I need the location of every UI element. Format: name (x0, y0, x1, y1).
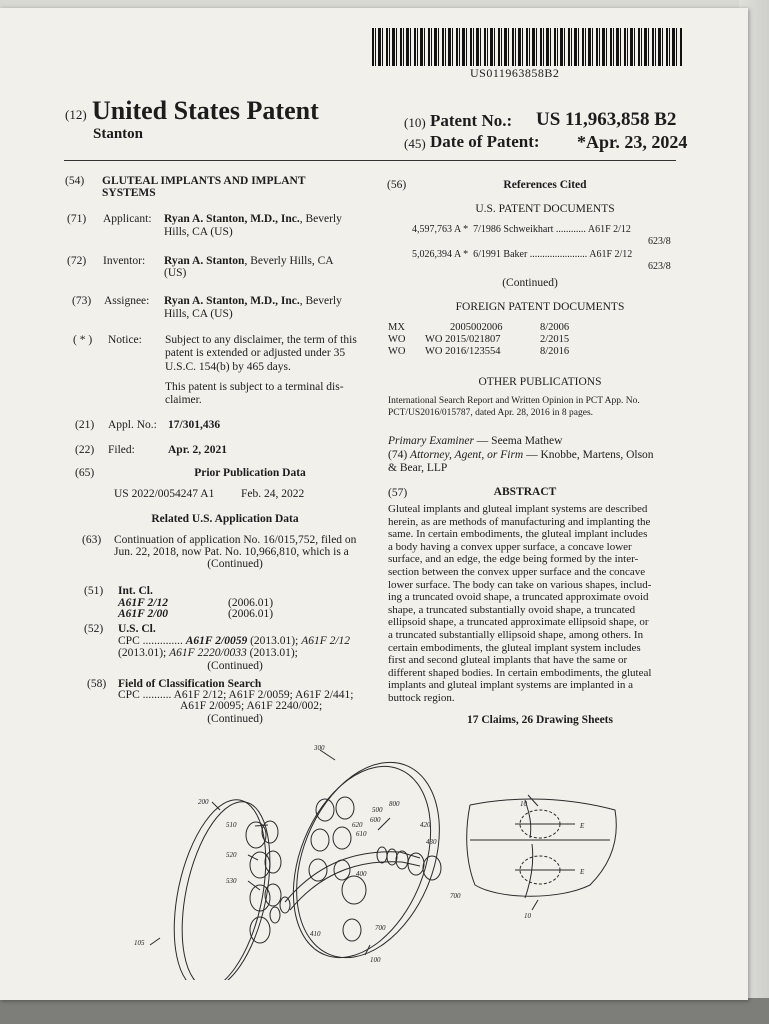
notice-line2: patent is extended or adjusted under 35 (165, 347, 346, 359)
label-800: 800 (389, 800, 400, 808)
filed-label: Filed: (108, 444, 135, 456)
abstract-heading: ABSTRACT (493, 486, 557, 498)
attorney-label: Attorney, Agent, or Firm (410, 449, 524, 461)
field-58-code: (58) (87, 678, 107, 690)
inventor-name: Ryan A. Stanton (164, 255, 245, 267)
notice-code: ( * ) (73, 334, 93, 346)
us-doc-name: Baker (503, 249, 528, 260)
label-500: 500 (372, 806, 383, 814)
abstract-line: same. In certain embodiments, the gluteal implant includes (388, 528, 648, 541)
field-search-line1: CPC .......... A61F 2/12; A61F 2/0059; A61F 2/441; (118, 689, 354, 701)
foreign-doc-number: 2005002006 (450, 322, 503, 333)
us-cl-date-c: (2013.01); (246, 647, 298, 659)
notice-line3: U.S.C. 154(b) by 465 days. (165, 361, 291, 373)
patent-date: *Apr. 23, 2024 (577, 132, 688, 152)
right-implant-plate-edge (267, 746, 457, 978)
label-410: 410 (310, 930, 321, 938)
prior-publication-date: Feb. 24, 2022 (241, 488, 305, 500)
notice-line4: This patent is subject to a terminal dis- (165, 381, 344, 393)
appl-no-label: Appl. No.: (108, 419, 157, 431)
us-doc-dots: ....................... (529, 249, 588, 260)
applicant-value-line2: Hills, CA (US) (164, 226, 233, 238)
related-data-heading: Related U.S. Application Data (151, 513, 299, 525)
primary-examiner (388, 434, 562, 448)
filed-value: Apr. 2, 2021 (168, 444, 227, 456)
us-cl-code-b: A61F 2/12 (301, 635, 351, 647)
field-71-code: (71) (67, 213, 87, 225)
abstract-line: Gluteal implants and gluteal implant systems are described (388, 503, 648, 515)
us-doc-date: 6/1991 (473, 249, 501, 260)
prior-publication-number: US 2022/0054247 A1 (114, 488, 215, 500)
field-search-label: Field of Classification Search (118, 678, 262, 690)
abstract-line: surface, and an edge, the edge being formed by the inter- (388, 553, 639, 566)
patent-number: US 11,963,858 B2 (536, 109, 677, 130)
inventor-value (164, 254, 334, 268)
int-cl-label: Int. Cl. (118, 585, 153, 597)
applicant-name: Ryan A. Stanton, M.D., Inc. (164, 213, 300, 225)
field-21-code: (21) (75, 419, 95, 431)
us-cl-date-a: (2013.01); (247, 635, 302, 647)
us-doc-row (412, 249, 632, 260)
abstract-line: different shaped bodies. In certain embodiments, the gluteal (388, 666, 652, 679)
continuation-line1: Continuation of application No. 16/015,752, filed on (114, 534, 357, 546)
label-700: 700 (450, 892, 461, 900)
int-cl-code-2: A61F 2/00 (118, 608, 168, 620)
field-63-code: (63) (82, 534, 102, 546)
label-620: 620 (352, 821, 363, 829)
us-cl-line2 (118, 646, 298, 660)
abstract-line: ellipsoid shape, a truncated approximate ellipsoid shape, or (388, 616, 649, 629)
other-publication-line2: PCT/US2016/015787, dated Apr. 28, 2016 in 8 pages. (388, 408, 594, 418)
us-doc-row (412, 224, 631, 235)
label-420: 420 (420, 821, 431, 829)
buttock-diagram (467, 795, 617, 910)
notice-label: Notice: (108, 334, 142, 346)
notice-line5: claimer. (165, 394, 202, 406)
foreign-doc-number: WO 2015/021807 (425, 334, 501, 345)
header-rule (64, 160, 676, 161)
examiner-label: Primary Examiner (388, 435, 474, 447)
inventor-surname: Stanton (93, 126, 144, 142)
label-100: 100 (370, 956, 381, 964)
attorney-name: — Knobbe, Martens, Olson (523, 449, 654, 461)
foreign-doc-country: MX (388, 322, 405, 333)
patent-no-code: (10) (404, 115, 426, 130)
us-cl-continued: (Continued) (207, 660, 263, 672)
abstract-line: ing a truncated ovoid shape, a truncated approximate ovoid (388, 591, 649, 604)
us-doc-class-sub: 623/8 (648, 236, 671, 247)
patent-drawing (120, 740, 680, 980)
int-cl-code-1: A61F 2/12 (118, 597, 168, 609)
foreign-doc-country: WO (388, 346, 406, 357)
us-doc-class: A61F 2/12 (589, 249, 633, 260)
barcode (372, 28, 682, 66)
other-publications-heading: OTHER PUBLICATIONS (478, 376, 602, 388)
applicant-label: Applicant: (103, 213, 152, 225)
notice-line1: Subject to any disclaimer, the term of this (165, 334, 357, 346)
label-105: 105 (134, 939, 145, 947)
prior-publication-heading: Prior Publication Data (194, 467, 306, 479)
continuation-continued: (Continued) (207, 558, 263, 570)
field-search-line2: A61F 2/0095; A61F 2240/002; (180, 700, 323, 712)
abstract-line: buttock region. (388, 691, 455, 704)
assignee-value (164, 294, 342, 308)
abstract-line: shape, a truncated substantially ovoid shape, a truncated (388, 603, 636, 616)
attorney-code: (74) (388, 449, 411, 461)
assignee-location: , Beverly (299, 295, 342, 307)
us-doc-class: A61F 2/12 (587, 224, 631, 235)
field-22-code: (22) (75, 444, 95, 456)
patent-no-label: Patent No.: (430, 111, 513, 130)
date-label: Date of Patent: (430, 132, 540, 151)
abstract-line: herein, as are methods of manufacturing and implanting the (388, 515, 651, 528)
assignee-label: Assignee: (104, 295, 150, 307)
foreign-doc-date: 8/2016 (540, 346, 570, 357)
label-E-bottom: E (580, 868, 585, 876)
document-title: United States Patent (92, 96, 319, 125)
label-10-top: 10 (520, 800, 527, 808)
attorney (388, 448, 654, 462)
us-doc-name: Schweikhart (503, 224, 554, 235)
field-54-code: (54) (65, 175, 85, 187)
label-10-bottom: 10 (524, 912, 531, 920)
us-doc-number: 5,026,394 A * (412, 249, 469, 260)
us-doc-dots: ............ (555, 224, 586, 235)
label-510: 510 (226, 821, 237, 829)
label-300: 300 (314, 744, 325, 752)
right-implant-plate (270, 741, 467, 979)
label-430: 430 (426, 838, 437, 846)
label-520: 520 (226, 851, 237, 859)
kind-code: (12) (65, 107, 87, 122)
foreign-docs-heading: FOREIGN PATENT DOCUMENTS (455, 301, 625, 313)
field-search-continued: (Continued) (207, 713, 263, 725)
foreign-doc-date: 8/2006 (540, 322, 570, 333)
applicant-value (164, 212, 342, 226)
us-doc-class-sub: 623/8 (648, 261, 671, 272)
claims-line: 17 Claims, 26 Drawing Sheets (467, 714, 613, 726)
abstract-line: a body having a convex upper surface, a concave lower (388, 540, 632, 553)
us-doc-date: 7/1986 (473, 224, 501, 235)
int-cl-date-1: (2006.01) (228, 597, 274, 609)
field-57-code: (57) (388, 487, 408, 499)
right-plate-connectors (309, 797, 366, 941)
us-docs-continued: (Continued) (502, 277, 558, 289)
field-56-code: (56) (387, 179, 407, 191)
attorney-line2: & Bear, LLP (388, 462, 448, 474)
abstract-line: certain embodiments, the gluteal implant system includes (388, 641, 641, 654)
other-publication-line1: International Search Report and Written Opinion in PCT App. No. (388, 396, 640, 406)
us-docs-heading: U.S. PATENT DOCUMENTS (475, 203, 615, 215)
field-51-code: (51) (84, 585, 104, 597)
inventor-value-line2: (US) (164, 267, 187, 279)
examiner-name: — Seema Mathew (473, 435, 563, 447)
abstract-line: section between the convex upper surface and the concave (388, 565, 646, 578)
field-73-code: (73) (72, 295, 92, 307)
abstract-line: implants and gluteal implant systems are implanted in a (388, 679, 634, 692)
us-cl-code-c: A61F 2220/0033 (169, 647, 247, 659)
invention-title-line2: SYSTEMS (102, 187, 156, 199)
abstract-line: a truncated substantially ellipsoid shape, among others. In (388, 628, 644, 641)
us-doc-number: 4,597,763 A * (412, 224, 469, 235)
left-plate-connectors (246, 821, 281, 943)
tube-rings (270, 847, 441, 923)
foreign-doc-country: WO (388, 334, 406, 345)
date-code: (45) (404, 136, 426, 151)
foreign-doc-number: WO 2016/123554 (425, 346, 501, 357)
us-cl-code-a: A61F 2/0059 (185, 635, 248, 647)
field-65-code: (65) (75, 467, 95, 479)
invention-title-line1: GLUTEAL IMPLANTS AND IMPLANT (102, 175, 306, 187)
field-72-code: (72) (67, 255, 87, 267)
inventor-label: Inventor: (103, 255, 146, 267)
label-700b: 700 (375, 924, 386, 932)
us-cl-cpc-label: CPC .............. (118, 635, 183, 647)
int-cl-date-2: (2006.01) (228, 608, 274, 620)
inventor-location: , Beverly Hills, CA (244, 255, 334, 267)
assignee-name: Ryan A. Stanton, M.D., Inc. (164, 295, 300, 307)
barcode-number: US011963858B2 (470, 66, 560, 80)
assignee-value-line2: Hills, CA (US) (164, 308, 233, 320)
label-200: 200 (198, 798, 209, 806)
applicant-location: , Beverly (299, 213, 342, 225)
field-52-code: (52) (84, 623, 104, 635)
abstract-line: first and second gluteal implants that have the same or (388, 654, 628, 667)
appl-no-value: 17/301,436 (168, 419, 221, 431)
us-cl-date-b: (2013.01); (118, 647, 170, 659)
us-cl-label: U.S. Cl. (118, 623, 156, 635)
continuation-line2: Jun. 22, 2018, now Pat. No. 10,966,810, which is a (114, 546, 349, 558)
references-heading: References Cited (503, 179, 587, 191)
label-600: 600 (370, 816, 381, 824)
abstract-body (388, 503, 662, 705)
abstract-line: lower surface. The body can take on various shapes, includ- (388, 578, 652, 591)
foreign-doc-date: 2/2015 (540, 334, 570, 345)
label-610: 610 (356, 830, 367, 838)
label-400: 400 (356, 870, 367, 878)
label-530: 530 (226, 877, 237, 885)
background-surface-bottom (0, 998, 769, 1024)
label-E-top: E (580, 822, 585, 830)
